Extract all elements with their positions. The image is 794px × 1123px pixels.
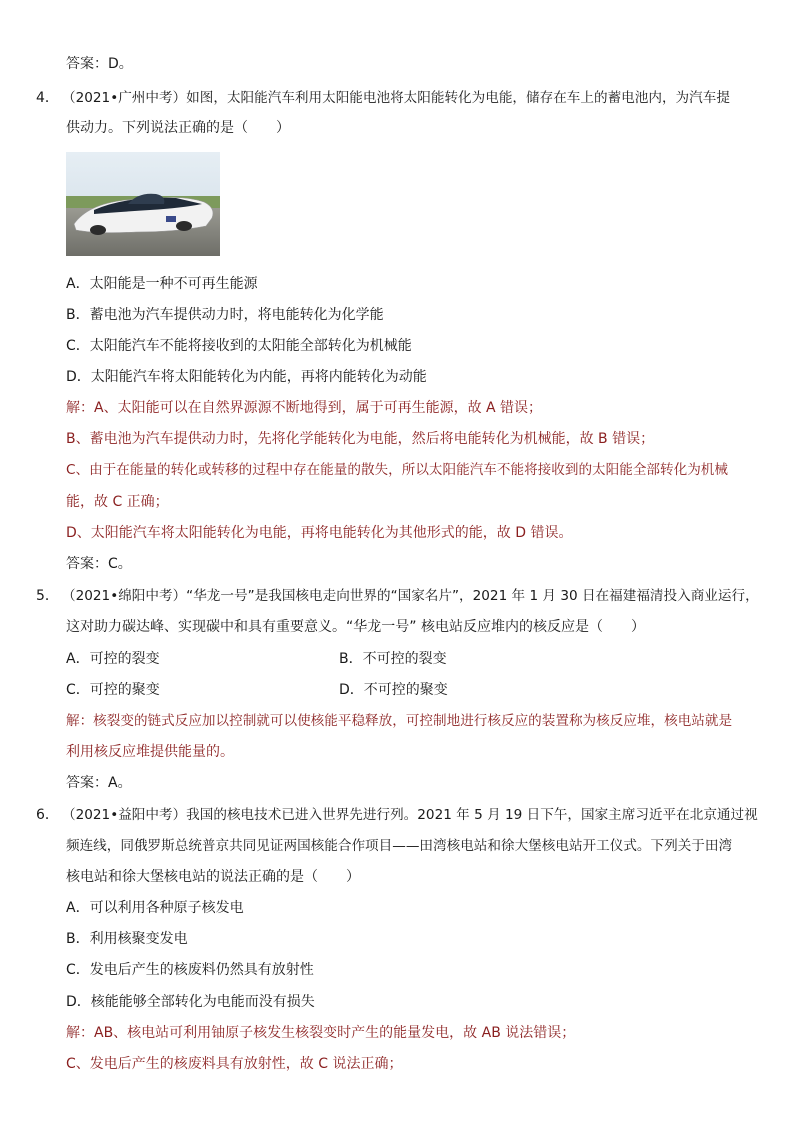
q5-number: 5． <box>36 588 59 604</box>
q5-solution-line1: 解：核裂变的链式反应加以控制就可以使核能平稳释放，可控制地进行核反应的装置称为核反应堆，核电站就是 <box>66 713 733 729</box>
q5-option-d: D．不可控的聚变 <box>339 682 448 698</box>
q6-option-c: C．发电后产生的核废料仍然具有放射性 <box>66 962 314 978</box>
q6-solution-line2: C、发电后产生的核废料具有放射性，故 C 说法正确； <box>66 1056 403 1072</box>
q4-option-c: C．太阳能汽车不能将接收到的太阳能全部转化为机械能 <box>66 338 412 354</box>
q6-option-d: D．核能能够全部转化为电能而没有损失 <box>66 994 315 1010</box>
q4-answer: 答案：C。 <box>66 556 132 572</box>
q6-option-a: A．可以利用各种原子核发电 <box>66 900 244 916</box>
solar-car-image <box>66 152 220 256</box>
q4-stem-line1: （2021•广州中考）如图，太阳能汽车利用太阳能电池将太阳能转化为电能，储存在车上的蓄电池内，为汽车提 <box>62 90 730 106</box>
q6-stem-line3: 核电站和徐大堡核电站的说法正确的是（ ） <box>66 869 360 885</box>
solar-car-photo <box>66 152 220 256</box>
q5-solution-line2: 利用核反应堆提供能量的。 <box>66 744 234 760</box>
q5-option-a: A．可控的裂变 <box>66 651 160 667</box>
q4-solution-line1: 解：A、太阳能可以在自然界源源不断地得到，属于可再生能源，故 A 错误； <box>66 400 543 416</box>
q6-stem-line2: 频连线，同俄罗斯总统普京共同见证两国核能合作项目——田湾核电站和徐大堡核电站开工仪式。下列关于田湾 <box>66 838 733 854</box>
q6-number: 6． <box>36 807 59 823</box>
q6-stem-line1: （2021•益阳中考）我国的核电技术已进入世界先进行列。2021 年 5 月 19 日下午，国家主席习近平在北京通过视 <box>62 807 758 823</box>
q4-solution-line5: D、太阳能汽车将太阳能转化为电能，再将电能转化为其他形式的能，故 D 错误。 <box>66 525 573 541</box>
q6-solution-line1: 解：AB、核电站可利用铀原子核发生核裂变时产生的能量发电，故 AB 说法错误； <box>66 1025 576 1041</box>
q4-stem-line2: 供动力。下列说法正确的是（ ） <box>66 120 290 136</box>
q5-option-c: C．可控的聚变 <box>66 682 160 698</box>
q4-solution-line2: B、蓄电池为汽车提供动力时，先将化学能转化为电能，然后将电能转化为机械能，故 B 错误； <box>66 431 655 447</box>
q4-number: 4． <box>36 90 59 106</box>
q4-option-a: A．太阳能是一种不可再生能源 <box>66 276 258 292</box>
q3-answer: 答案：D。 <box>66 56 133 72</box>
q4-option-d: D．太阳能汽车将太阳能转化为内能，再将内能转化为动能 <box>66 369 427 385</box>
q4-solution-line4: 能，故 C 正确； <box>66 494 169 510</box>
q4-solution-line3: C、由于在能量的转化或转移的过程中存在能量的散失，所以太阳能汽车不能将接收到的太阳能全部转化为机械 <box>66 462 728 478</box>
q6-option-b: B．利用核聚变发电 <box>66 931 188 947</box>
q5-stem-line1: （2021•绵阳中考）“华龙一号”是我国核电走向世界的“国家名片”，2021 年 1 月 30 日在福建福清投入商业运行， <box>62 588 759 604</box>
q5-stem-line2: 这对助力碳达峰、实现碳中和具有重要意义。“华龙一号” 核电站反应堆内的核反应是（ ） <box>66 619 645 635</box>
q5-option-b: B．不可控的裂变 <box>339 651 447 667</box>
q5-answer: 答案：A。 <box>66 775 132 791</box>
q4-option-b: B．蓄电池为汽车提供动力时，将电能转化为化学能 <box>66 307 384 323</box>
